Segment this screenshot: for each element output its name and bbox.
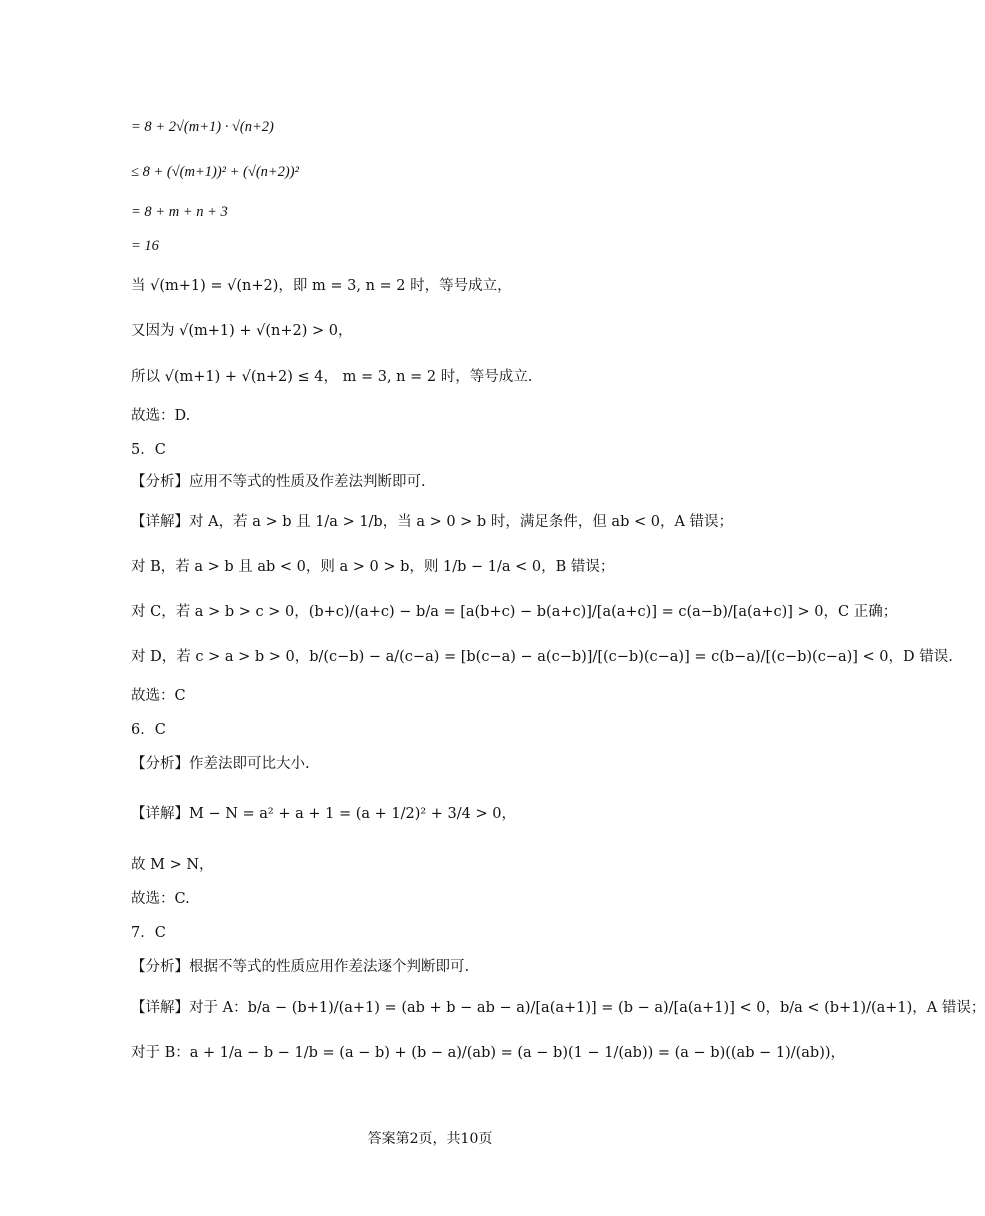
question-5-answer: 5．C	[131, 442, 166, 458]
question-7-analysis: 【分析】根据不等式的性质应用作差法逐个判断即可.	[131, 959, 470, 975]
question-7-answer: 7．C	[131, 925, 166, 941]
question-6-answer: 6．C	[131, 722, 166, 738]
question-5-option-a: 【详解】对 A，若 a > b 且 1/a > 1/b，当 a > 0 > b 时，满足条件，但 ab < 0，A 错误；	[131, 514, 734, 530]
math-line-4: = 16	[131, 238, 159, 254]
question-6-detail: 【详解】M − N = a² + a + 1 = (a + 1/2)² + 3/4 > 0，	[131, 806, 516, 822]
math-line-1: = 8 + 2√(m+1) · √(n+2)	[131, 119, 274, 135]
question-5-choice: 故选：C	[131, 688, 186, 704]
question-5-option-c: 对 C，若 a > b > c > 0，(b+c)/(a+c) − b/a = [a(b+c) − b(a+c)]/[a(a+c)] = c(a−b)/[a(a+c)] > 0，C 正确；	[131, 604, 898, 620]
conclusion-line: 所以 √(m+1) + √(n+2) ≤ 4， m = 3, n = 2 时，等号成立.	[131, 369, 533, 385]
question-6-choice: 故选：C.	[131, 891, 190, 907]
question-7-option-b: 对于 B：a + 1/a − b − 1/b = (a − b) + (b − a)/(ab) = (a − b)(1 − 1/(ab)) = (a − b)((ab − 1)/(ab))，	[131, 1045, 846, 1061]
question-6-analysis: 【分析】作差法即可比大小.	[131, 756, 310, 772]
question-5-option-d: 对 D，若 c > a > b > 0，b/(c−b) − a/(c−a) = [b(c−a) − a(c−b)]/[(c−b)(c−a)] = c(b−a)/[(c−b)(c−a)] < 0，D 错误.	[131, 649, 953, 665]
question-7-option-a: 【详解】对于 A：b/a − (b+1)/(a+1) = (ab + b − ab − a)/[a(a+1)] = (b − a)/[a(a+1)] < 0，b/a < (b+1)/(a+1)，A 错误；	[131, 1000, 985, 1016]
math-line-2: ≤ 8 + (√(m+1))² + (√(n+2))²	[131, 164, 299, 180]
positivity-note: 又因为 √(m+1) + √(n+2) > 0，	[131, 323, 353, 339]
page-footer: 答案第2页，共10页	[367, 1131, 493, 1147]
question-5-option-b: 对 B，若 a > b 且 ab < 0，则 a > 0 > b，则 1/b − 1/a < 0，B 错误；	[131, 559, 615, 575]
answer-line-4: 故选：D.	[131, 408, 191, 424]
question-6-result: 故 M > N，	[131, 857, 214, 873]
equality-condition: 当 √(m+1) = √(n+2)，即 m = 3, n = 2 时，等号成立，	[131, 278, 512, 294]
math-line-3: = 8 + m + n + 3	[131, 204, 228, 220]
question-5-analysis: 【分析】应用不等式的性质及作差法判断即可.	[131, 474, 426, 490]
